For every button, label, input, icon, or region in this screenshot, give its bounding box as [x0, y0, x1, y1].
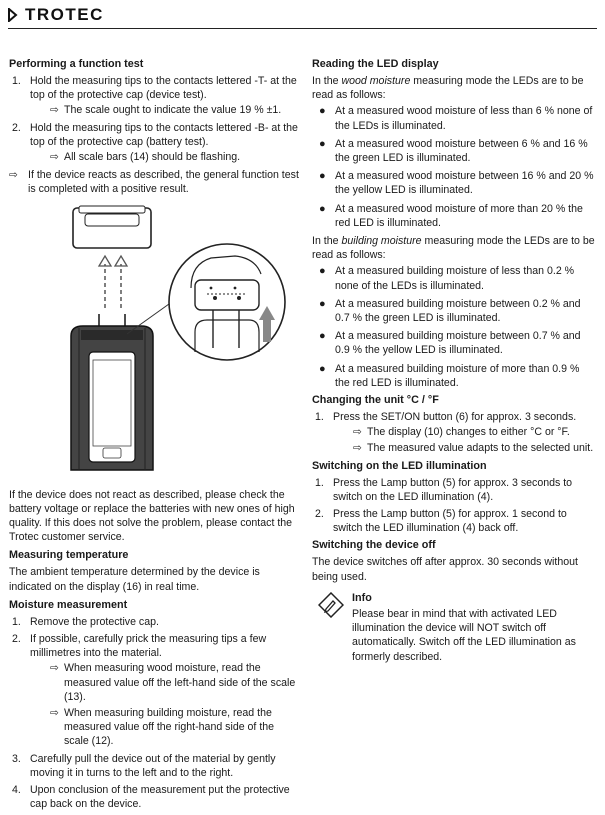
step-text: If possible, carefully prick the measuring tips a few millimetres into the material. [30, 633, 267, 660]
intro-text: In the [312, 235, 342, 248]
step-number: 1. [315, 476, 324, 489]
result-text: When measuring building moisture, read the measured value off the right-hand side of the scale (12). [64, 707, 275, 748]
step-text: Press the SET/ON button (6) for approx. 3 seconds. [333, 411, 577, 424]
info-pen-icon [318, 592, 344, 622]
list-item [312, 362, 597, 390]
moisture-meter-drawing [9, 202, 300, 472]
list-item [9, 783, 300, 811]
function-test-steps [9, 74, 300, 164]
bullet-icon: ● [319, 330, 326, 343]
step-text: Hold the measuring tips to the contacts lettered -B- at the top of the protective cap (battery test). [30, 121, 298, 148]
step-number: 2. [12, 121, 21, 134]
building-led-list [312, 264, 597, 390]
item-text: At a measured building moisture of more than 0.9 % the red LED is illuminated. [335, 362, 580, 389]
function-test-heading: Performing a function test [9, 58, 144, 70]
left-column [9, 58, 300, 815]
temperature-text: The ambient temperature determined by the device is indicated on the display (16) in real time. [9, 566, 260, 593]
list-item [9, 74, 300, 118]
result-text: The display (10) changes to either °C or °F. [367, 426, 570, 439]
intro-text: measuring mode the LEDs are to be read as follows: [312, 75, 584, 102]
item-text: At a measured wood moisture of more than 20 % the red LED is illuminated. [335, 202, 583, 229]
not-react-text: If the device does not react as described, please check the battery voltage or replace the batteries with new ones of high quality. If this does not solve the problem, please contact the Trotec customer service. [9, 488, 295, 544]
result-arrow-icon: ⇨ [353, 426, 362, 439]
item-text: At a measured wood moisture between 6 % and 16 % the green LED is illuminated. [335, 137, 588, 165]
list-item [9, 121, 300, 165]
step-result [30, 706, 300, 749]
lamp-button-label: LAMP [111, 411, 122, 417]
info-box [312, 592, 597, 664]
mode-name: wood moisture [341, 75, 411, 87]
bullet-icon: ● [319, 137, 326, 150]
up-arrow-icon [99, 256, 127, 308]
step-text: Hold the measuring tips to the contacts lettered -T- at the top of the protective cap (device test). [30, 75, 297, 102]
info-text: Please bear in mind that with activated LED illumination the device will NOT switch off automatically. Switch off the LED illumination as formerly described. [352, 607, 576, 663]
step-text: Carefully pull the device out of the material by gently moving it in turns to the left and to the right. [30, 752, 276, 779]
step-number: 2. [12, 633, 21, 646]
step-number: 2. [315, 508, 324, 521]
unit-steps [312, 410, 597, 456]
right-column [312, 58, 597, 664]
list-item [312, 329, 597, 357]
step-result [30, 150, 300, 164]
list-item [312, 104, 597, 132]
item-text: At a measured building moisture between 0.2 % and 0.7 % the green LED is illuminated. [335, 297, 581, 325]
result-arrow-icon: ⇨ [50, 662, 59, 675]
list-item [312, 476, 597, 504]
device-illustration [9, 202, 300, 472]
wood-intro [312, 74, 597, 102]
brand-name: TROTEC [25, 4, 104, 24]
item-text: At a measured wood moisture of less than 6 % none of the LEDs is illuminated. [335, 105, 593, 132]
step-number: 3. [12, 752, 21, 765]
step-text: Press the Lamp button (5) for approx. 3 seconds to switch on the LED illumination (4). [333, 476, 573, 503]
result-arrow-icon: ⇨ [50, 707, 59, 720]
list-item [312, 264, 597, 292]
intro-text: In the [312, 75, 342, 87]
temperature-heading: Measuring temperature [9, 549, 129, 562]
list-item [312, 297, 597, 325]
item-text: At a measured building moisture between 0.7 % and 0.9 % the yellow LED is illuminated. [335, 330, 581, 357]
result-arrow-icon: ⇨ [353, 442, 362, 455]
building-intro [312, 234, 597, 262]
outcome-text: If the device reacts as described, the general function test is completed with a positive result. [28, 169, 299, 196]
step-text: Remove the protective cap. [30, 615, 159, 628]
step-text: Press the Lamp button (5) for approx. 1 second to switch the LED illumination (4) back off. [333, 508, 567, 535]
function-test-outcome [9, 168, 300, 196]
list-item [312, 169, 597, 197]
bullet-icon: ● [319, 202, 326, 215]
list-item [312, 507, 597, 535]
list-item [9, 632, 300, 749]
device-body [71, 326, 153, 470]
detail-zoom [169, 244, 285, 360]
result-text: When measuring wood moisture, read the measured value off the left-hand side of the scale (13). [64, 662, 296, 703]
protective-cap [73, 206, 151, 248]
step-number: 1. [12, 75, 21, 87]
bullet-icon: ● [319, 362, 326, 375]
step-result [333, 441, 597, 455]
bullet-icon: ● [319, 105, 326, 118]
result-text: The scale ought to indicate the value 19 % ±1. [64, 104, 282, 117]
bullet-icon: ● [319, 170, 326, 183]
step-result [30, 661, 300, 704]
bullet-icon: ● [319, 265, 326, 278]
list-item [9, 752, 300, 780]
wood-led-list [312, 104, 597, 230]
mode-name: building moisture [341, 235, 422, 248]
moisture-heading: Moisture measurement [9, 598, 128, 611]
step-number: 1. [315, 411, 324, 424]
list-item [312, 410, 597, 456]
header-rule [8, 28, 597, 29]
led-light-heading: Switching on the LED illumination [312, 459, 487, 472]
brand-mark-icon [8, 8, 22, 22]
set-on-button-label: SET/ON [95, 411, 110, 417]
list-item [9, 615, 300, 629]
switch-off-heading: Switching the device off [312, 539, 436, 552]
led-heading: Reading the LED display [312, 58, 439, 70]
led-light-steps [312, 476, 597, 536]
result-arrow-icon: ⇨ [50, 104, 59, 117]
result-text: All scale bars (14) should be flashing. [64, 151, 241, 164]
bullet-icon: ● [319, 297, 326, 310]
step-result [333, 425, 597, 439]
brand-logo [8, 6, 104, 24]
item-text: At a measured building moisture of less than 0.2 % none of the LEDs is illuminated. [335, 265, 575, 292]
intro-text: measuring mode the LEDs are to be read as follows: [312, 235, 595, 262]
switch-off-text: The device switches off after approx. 30 seconds without being used. [312, 556, 578, 583]
step-result [30, 103, 300, 117]
result-arrow-icon: ⇨ [50, 151, 59, 164]
step-number: 1. [12, 615, 21, 628]
result-text: The measured value adapts to the selected unit. [367, 442, 594, 455]
unit-heading: Changing the unit °C / °F [312, 394, 439, 407]
info-title: Info [352, 591, 372, 604]
step-text: Upon conclusion of the measurement put the protective cap back on the device. [30, 784, 290, 811]
list-item [312, 202, 597, 230]
item-text: At a measured wood moisture between 16 % and 20 % the yellow LED is illuminated. [335, 170, 594, 197]
result-arrow-icon: ⇨ [9, 169, 18, 182]
step-number: 4. [12, 784, 21, 797]
list-item [312, 137, 597, 165]
